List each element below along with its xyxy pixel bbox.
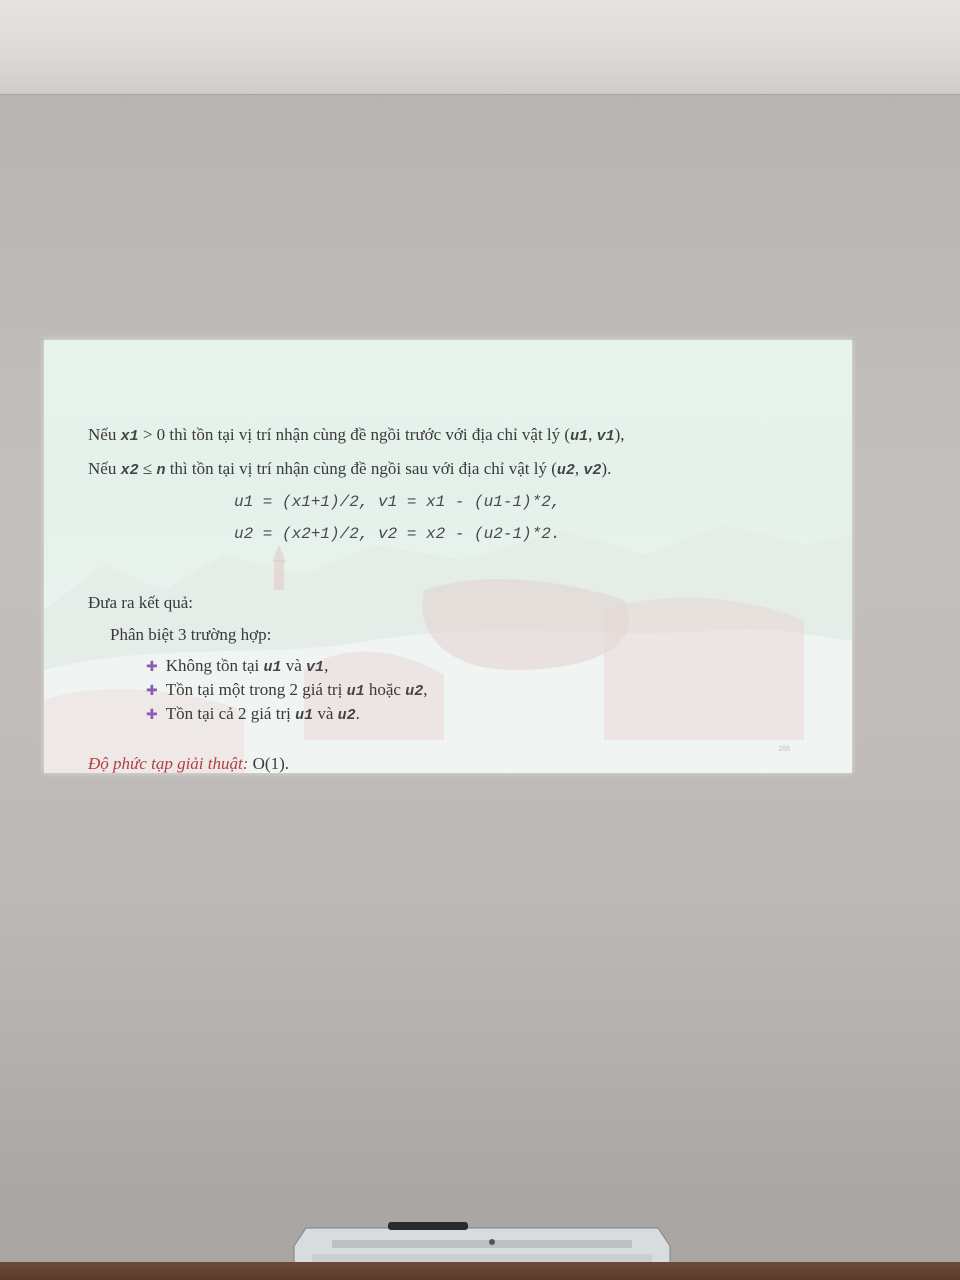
variable-u1: u1 <box>263 659 282 676</box>
variable-v1: v1 <box>306 659 325 676</box>
variable-u2: u2 <box>556 462 575 479</box>
text: Nếu <box>88 425 121 444</box>
floor-edge <box>0 1262 960 1280</box>
text: , <box>324 656 329 675</box>
bullet-arrow-icon: ✚ <box>146 684 158 699</box>
cases-intro: Phân biệt 3 trường hợp: <box>110 625 272 644</box>
variable-v2: v2 <box>583 462 602 479</box>
ceiling <box>0 0 960 95</box>
variable-u2: u2 <box>337 707 356 724</box>
variable-x1: x1 <box>120 428 139 445</box>
variable-u1: u1 <box>295 707 314 724</box>
variable-n: n <box>156 462 166 479</box>
text: hoặc <box>364 680 406 699</box>
text: Không tồn tại <box>165 656 264 675</box>
slide-page-number: 288 <box>778 744 790 753</box>
text: Nếu <box>88 459 121 478</box>
text: , <box>423 680 428 699</box>
text: Tồn tại một trong 2 giá trị <box>165 680 347 699</box>
equation-1: u1 = (x1+1)/2, v1 = x1 - (u1-1)*2, <box>234 493 561 511</box>
projected-slide <box>44 340 852 773</box>
complexity-value: O(1). <box>248 754 289 773</box>
text: . <box>355 704 360 723</box>
text: , <box>574 459 584 478</box>
variable-x2: x2 <box>120 462 139 479</box>
result-heading: Đưa ra kết quả: <box>88 593 194 612</box>
text: Tồn tại cả 2 giá trị <box>165 704 296 723</box>
condition-line-2 <box>88 459 611 479</box>
variable-u1: u1 <box>346 683 365 700</box>
complexity-line <box>88 754 289 773</box>
text: và <box>313 704 338 723</box>
complexity-label: Độ phức tạp giải thuật: <box>88 754 249 773</box>
text: thì tồn tại vị trí nhận cùng đề ngồi sau với địa chỉ vật lý ( <box>165 459 557 478</box>
text: > 0 thì tồn tại vị trí nhận cùng đề ngồi trước với địa chỉ vật lý ( <box>138 425 571 444</box>
text: ≤ <box>138 459 157 478</box>
variable-u2: u2 <box>405 683 424 700</box>
condition-line-1 <box>88 425 625 445</box>
equation-2: u2 = (x2+1)/2, v2 = x2 - (u2-1)*2. <box>234 525 561 543</box>
bullet-item-2 <box>146 680 427 700</box>
text: ). <box>601 459 612 478</box>
bullet-arrow-icon: ✚ <box>146 660 158 675</box>
text: ), <box>614 425 625 444</box>
bullet-item-3 <box>146 704 360 724</box>
text: và <box>281 656 307 675</box>
variable-v1: v1 <box>596 428 615 445</box>
text: , <box>588 425 597 444</box>
variable-u1: u1 <box>570 428 589 445</box>
bullet-arrow-icon: ✚ <box>146 708 158 723</box>
bullet-item-1 <box>146 656 328 676</box>
